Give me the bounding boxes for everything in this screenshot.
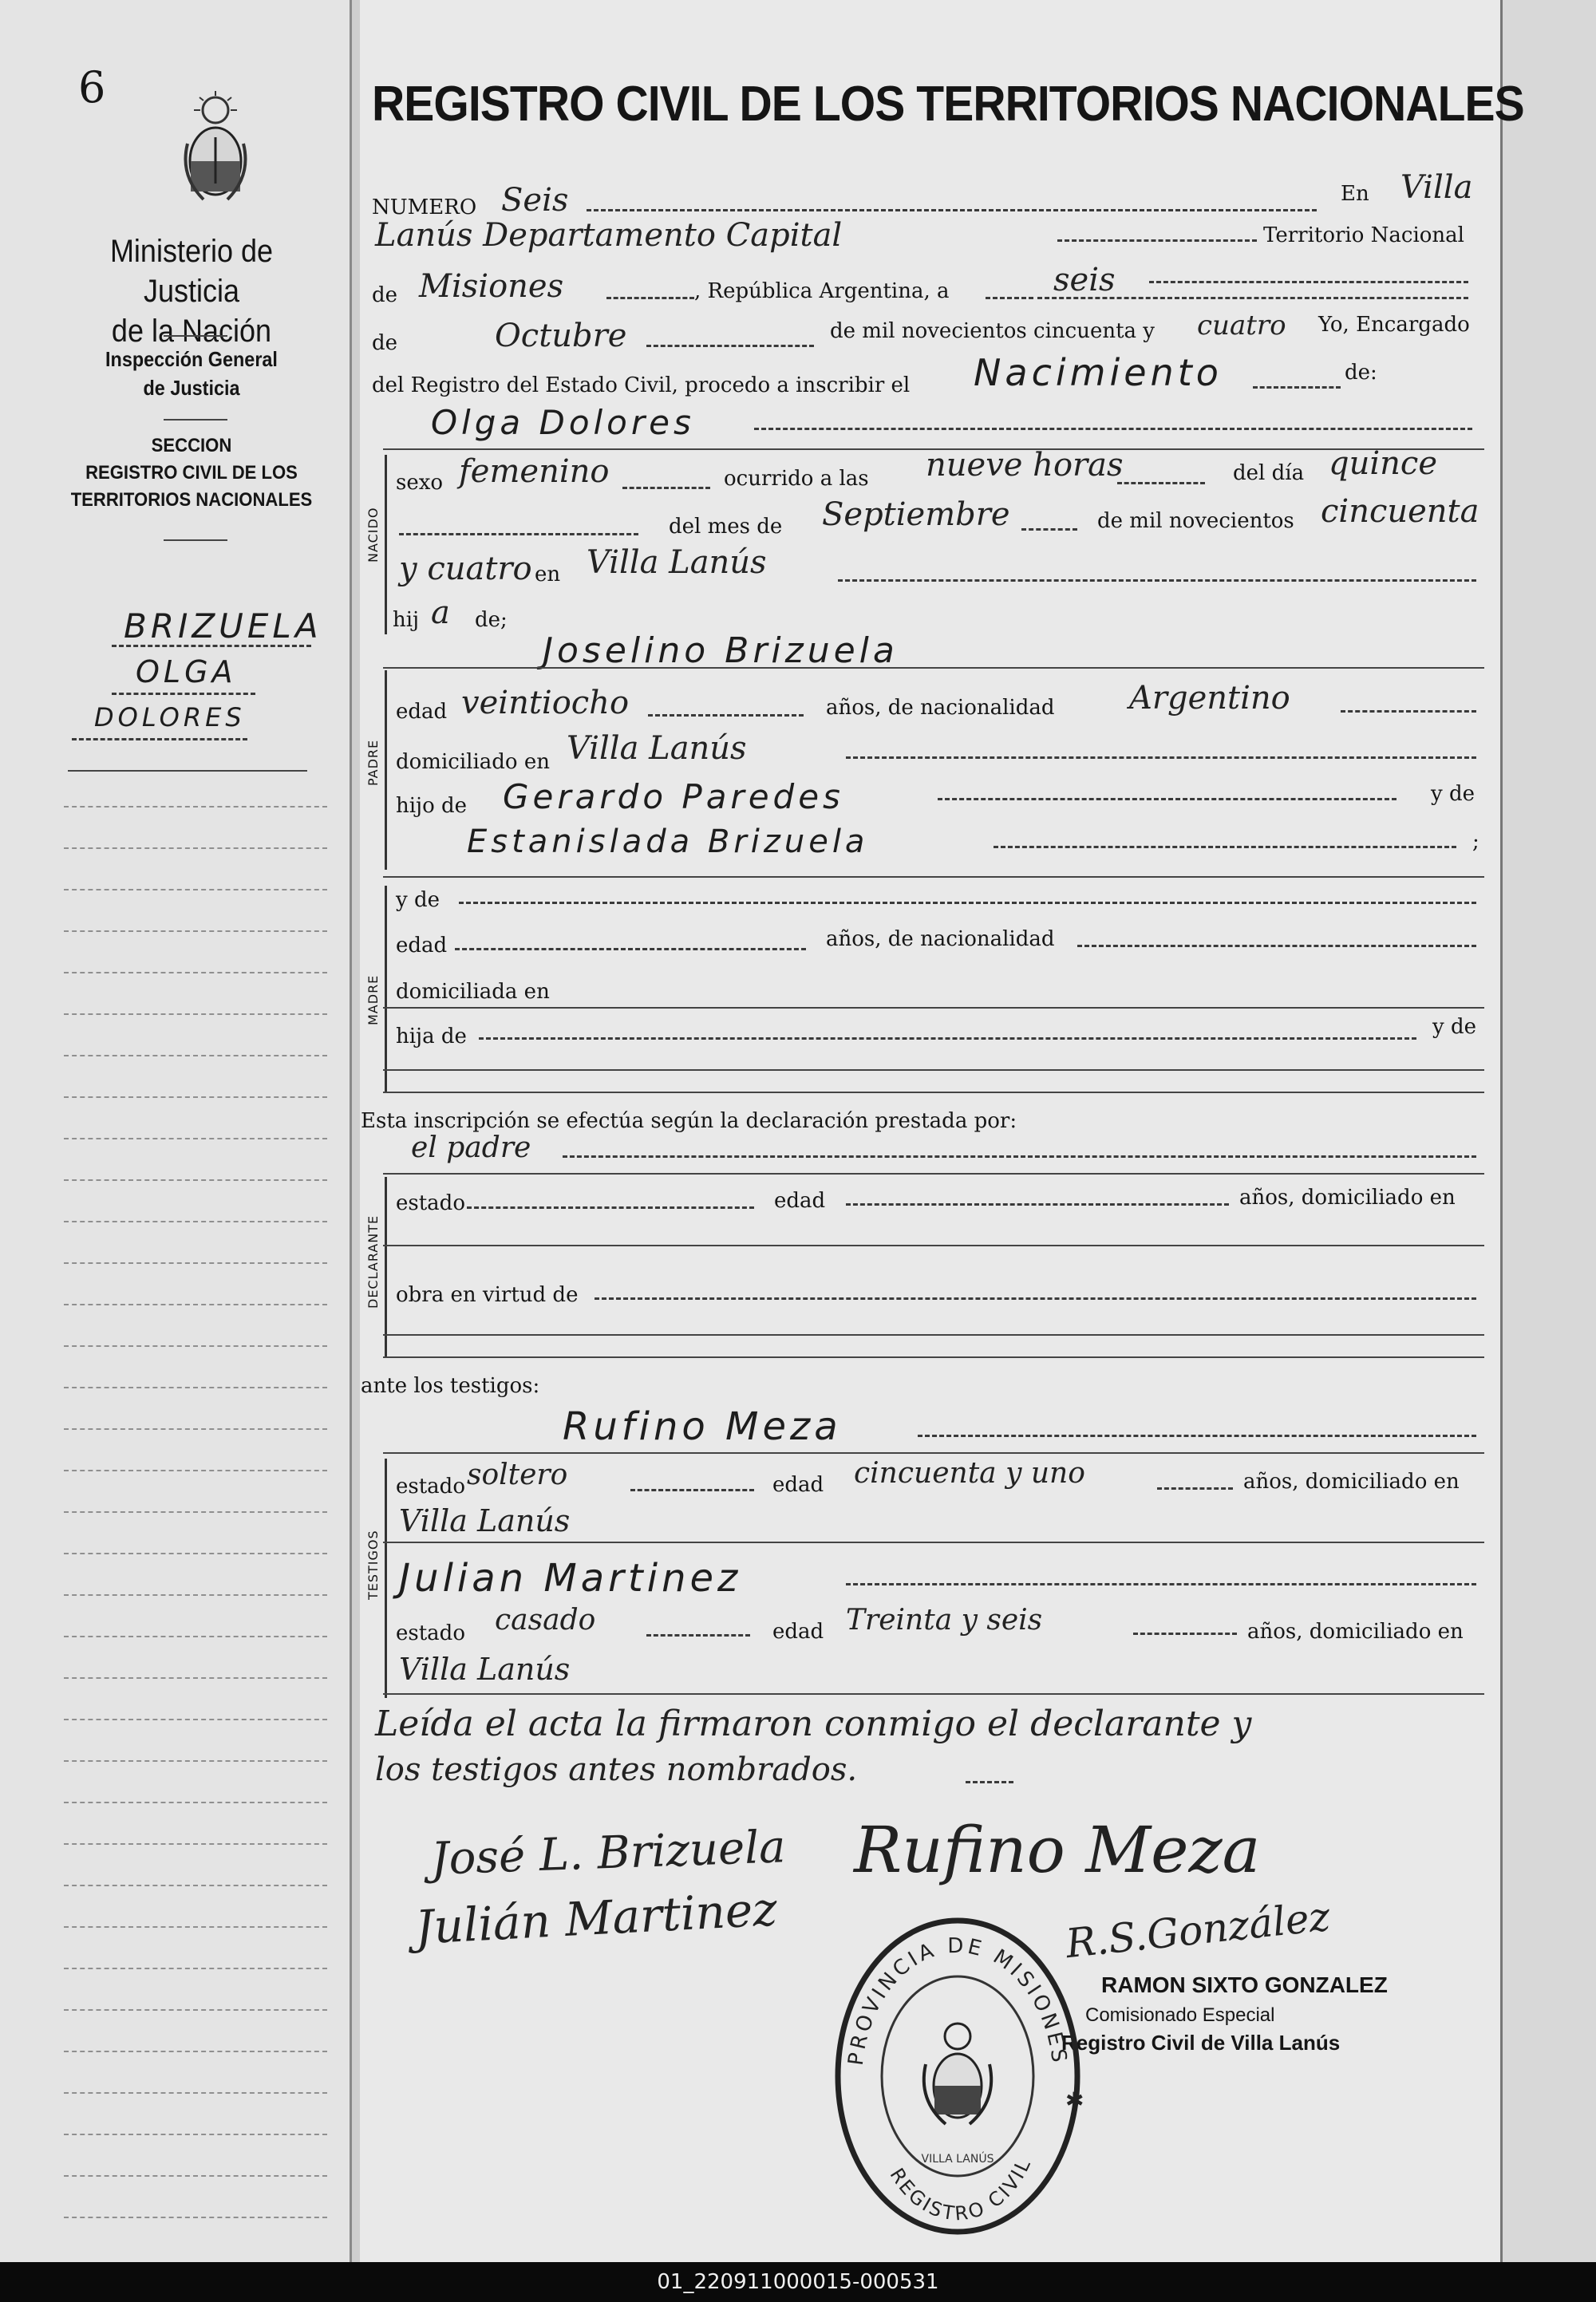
fill-line — [994, 846, 1456, 848]
stub-rule — [64, 1968, 327, 1969]
fill-line — [1149, 281, 1468, 283]
dia-value: quince — [1329, 445, 1437, 482]
t1-edad-value: cincuenta y uno — [854, 1457, 1085, 1490]
stub-given-name: OLGA — [136, 654, 237, 689]
stub-rule — [64, 1926, 327, 1928]
mes-value: Septiembre — [822, 496, 1010, 533]
stub-name-line — [72, 738, 247, 740]
anios-domicilio-label: años, domiciliado en — [1239, 1186, 1456, 1210]
form-title: REGISTRO CIVIL DE LOS TERRITORIOS NACIONALES — [372, 77, 1524, 132]
dia-label: del día — [1233, 461, 1305, 485]
national-coat-of-arms-icon — [172, 88, 259, 207]
declarante-section-label: DECLARANTE — [365, 1214, 381, 1309]
binding-edge — [350, 0, 360, 2262]
fill-line — [1253, 386, 1341, 389]
hijo-label: hij — [393, 608, 420, 632]
stub-rule — [64, 1885, 327, 1886]
locality-value: Lanús Departamento Capital — [375, 217, 843, 254]
stub-surname: BRIZUELA — [124, 606, 322, 646]
t2-estado-label: estado — [396, 1621, 465, 1645]
stub-rule — [64, 1013, 327, 1015]
estado-label: estado — [396, 1191, 465, 1215]
section-bracket — [385, 670, 387, 870]
declaracion-intro-label: Esta inscripción se efectúa según la declaración prestada por: — [361, 1109, 1017, 1133]
seal-top-text: PROVINCIA DE MISIONES — [843, 1933, 1072, 2067]
divider — [164, 539, 227, 541]
fill-line — [467, 1206, 754, 1209]
stub-rule — [64, 1345, 327, 1347]
fill-line — [1133, 1633, 1237, 1635]
fill-line — [1057, 239, 1257, 242]
t1-edad-label: edad — [772, 1473, 824, 1497]
stub-rule — [64, 1138, 327, 1139]
image-footer-id: 01_220911000015-000531 — [0, 2262, 1596, 2302]
section-line-3: TERRITORIOS NACIONALES — [70, 489, 313, 511]
fill-line — [606, 297, 694, 299]
sexo-label: sexo — [396, 471, 444, 495]
fill-line — [459, 902, 1476, 904]
official-office: Registro Civil de Villa Lanús — [1061, 2031, 1341, 2055]
fill-line — [587, 209, 1317, 211]
day-value: seis — [1053, 262, 1116, 298]
section-rule — [383, 667, 1484, 669]
territory-value: Misiones — [419, 268, 564, 305]
lugar-value: Villa Lanús — [587, 544, 767, 581]
fill-line — [938, 798, 1396, 800]
section-rule — [383, 1092, 1484, 1093]
hija-de-label: hija de — [396, 1025, 467, 1048]
fill-line — [1021, 528, 1077, 531]
signature-testigo-2: Julián Martinez — [413, 1881, 779, 1955]
mes-label: del mes de — [669, 515, 783, 539]
fill-line — [754, 428, 1472, 430]
seal-star-icon: ✱ — [1065, 2087, 1084, 2114]
registro-label: del Registro del Estado Civil, procedo a inscribir el — [372, 373, 911, 397]
seal-inner-text: VILLA LANÚS — [921, 2153, 994, 2166]
edad-label: edad — [774, 1189, 826, 1213]
fill-line — [838, 579, 1476, 582]
en-label: en — [535, 563, 561, 586]
en-value: Villa — [1400, 169, 1473, 206]
act-type-value: Nacimiento — [974, 351, 1223, 394]
t2-anios-label: años, domiciliado en — [1247, 1620, 1464, 1644]
stub-rule — [64, 1802, 327, 1803]
fill-line — [1117, 482, 1205, 484]
fill-line — [1037, 297, 1468, 299]
section-line-2: REGISTRO CIVIL DE LOS — [85, 462, 298, 484]
signature-declarante: José L. Brizuela — [430, 1821, 787, 1885]
fill-line — [622, 487, 710, 489]
fill-line — [986, 297, 1033, 299]
stub-rule — [64, 2009, 327, 2011]
stub-rule — [64, 847, 327, 849]
divider — [164, 419, 227, 421]
domicilio-label: domiciliado en — [396, 750, 550, 774]
domicilio-label: domiciliada en — [396, 980, 550, 1004]
stub-rule — [64, 1553, 327, 1554]
year-label: de mil novecientos cincuenta y — [830, 319, 1155, 343]
fill-line — [918, 1435, 1476, 1437]
section-bracket — [385, 886, 387, 1093]
fill-line — [479, 1037, 1416, 1040]
declarante-value: el padre — [411, 1131, 531, 1164]
hora-value: nueve horas — [926, 447, 1124, 484]
testigos-section-label: TESTIGOS — [365, 1530, 381, 1600]
fill-line — [595, 1297, 1476, 1300]
section-bracket — [385, 1177, 387, 1356]
stub-rule — [64, 2092, 327, 2094]
t1-domicilio-value: Villa Lanús — [399, 1503, 571, 1538]
stub-rule — [64, 1594, 327, 1596]
en-label: En — [1341, 182, 1369, 206]
anio-label: de mil novecientos — [1097, 509, 1294, 533]
official-name: RAMON SIXTO GONZALEZ — [1101, 1972, 1388, 1997]
t1-estado-value: soltero — [467, 1459, 568, 1491]
stub-rule — [64, 889, 327, 890]
fill-line — [646, 345, 814, 347]
semicolon: ; — [1472, 830, 1479, 854]
t2-domicilio-value: Villa Lanús — [399, 1652, 571, 1687]
stub-name-line — [112, 645, 311, 647]
section-bracket — [385, 1459, 387, 1698]
madre-section-label: MADRE — [365, 974, 381, 1025]
fill-line — [563, 1155, 1476, 1158]
section-rule — [383, 1452, 1484, 1454]
fill-line — [648, 714, 804, 717]
fill-line — [1077, 945, 1476, 947]
official-title: Comisionado Especial — [1085, 2004, 1275, 2026]
republica-label: , República Argentina, a — [694, 279, 950, 303]
inspection-line-2: de Justicia — [143, 376, 240, 400]
stub-middle-name: DOLORES — [94, 702, 246, 732]
stub-rule — [64, 1760, 327, 1762]
stub-rule — [64, 1428, 327, 1430]
stub-underline — [68, 770, 307, 772]
y-de-label: y de — [1432, 1015, 1476, 1039]
stub-rule — [64, 1055, 327, 1056]
stub-name-line — [112, 693, 255, 695]
person-name-value: Olga Dolores — [431, 403, 695, 442]
stub-rule — [64, 1221, 327, 1222]
page-number: 6 — [78, 62, 106, 113]
stub-rule — [64, 1096, 327, 1098]
stub-rule — [64, 2051, 327, 2052]
edad-label: edad — [396, 700, 448, 724]
section-rule — [383, 1356, 1484, 1358]
domicilio-value: Villa Lanús — [567, 730, 747, 767]
month-value: Octubre — [495, 318, 627, 354]
stub-rule — [64, 930, 327, 932]
edad-label: edad — [396, 934, 448, 958]
signature-official: R.S.González — [1063, 1893, 1333, 1968]
fill-line — [383, 1542, 1484, 1543]
stub-rule — [64, 2175, 327, 2177]
hijo-de-label: de; — [475, 608, 508, 632]
anios-nacionalidad-label: años, de nacionalidad — [826, 696, 1055, 720]
page-right-edge — [1500, 0, 1596, 2262]
stub-rule — [64, 1179, 327, 1181]
ministry-line-1: Ministerio de Justicia — [109, 234, 274, 309]
t2-edad-label: edad — [772, 1620, 824, 1644]
stub-rule — [64, 1387, 327, 1388]
fill-line — [455, 948, 806, 950]
stub-column — [0, 0, 351, 2262]
stub-rule — [64, 1470, 327, 1471]
fill-line — [846, 756, 1476, 759]
signature-testigo-1: Rufino Meza — [854, 1813, 1261, 1887]
fill-line — [383, 1245, 1484, 1246]
stub-rule — [64, 806, 327, 807]
sexo-value: femenino — [459, 453, 610, 490]
fill-line — [383, 1693, 1484, 1695]
fill-line — [846, 1203, 1229, 1206]
fill-line — [383, 1007, 1484, 1009]
numero-label: NUMERO — [372, 195, 477, 219]
official-seal — [826, 1909, 1089, 2244]
inspection-line-1: Inspección General — [105, 347, 278, 371]
stub-rule — [64, 1304, 327, 1305]
section-rule — [383, 876, 1484, 878]
y-de-label: y de — [396, 888, 440, 912]
y-de-label: y de — [1431, 782, 1475, 806]
t2-edad-value: Treinta y seis — [846, 1604, 1043, 1637]
stub-rule — [64, 1843, 327, 1845]
section-line-1: SECCION — [151, 435, 232, 456]
closing-line-2: los testigos antes nombrados. — [375, 1751, 858, 1788]
hijo-value: a — [431, 594, 450, 631]
nacido-section-label: NACIDO — [365, 507, 381, 563]
testigo-1-name: Rufino Meza — [563, 1404, 842, 1449]
madre-de-value: Estanislada Brizuela — [467, 823, 869, 860]
t1-anios-label: años, domiciliado en — [1243, 1470, 1460, 1494]
fill-line — [383, 1334, 1484, 1336]
stub-rule — [64, 2217, 327, 2218]
section-rule — [383, 1173, 1484, 1175]
edad-value: veintiocho — [461, 685, 630, 721]
padre-nombre-value: Joselino Brizuela — [543, 630, 899, 671]
obra-label: obra en virtud de — [396, 1283, 579, 1307]
fill-line — [966, 1781, 1013, 1783]
fill-line — [630, 1489, 754, 1491]
de-label: de — [372, 283, 398, 307]
divider — [164, 335, 227, 337]
nacionalidad-value: Argentino — [1129, 680, 1290, 717]
hijo-de-label: hijo de — [396, 794, 468, 818]
t1-estado-label: estado — [396, 1475, 465, 1498]
fill-line — [1157, 1487, 1233, 1490]
de2-label: de — [372, 331, 398, 355]
seal-coat-of-arms-icon — [924, 2024, 991, 2124]
padre-section-label: PADRE — [365, 739, 381, 786]
encargado-label: Yo, Encargado — [1318, 313, 1470, 337]
stub-rule — [64, 1511, 327, 1513]
t2-estado-value: casado — [495, 1604, 596, 1637]
stub-rule — [64, 1262, 327, 1264]
anio-value-2: y cuatro — [399, 551, 532, 587]
ocurrido-label: ocurrido a las — [724, 467, 869, 491]
fill-line — [646, 1634, 750, 1637]
stub-rule — [64, 1719, 327, 1720]
testigos-intro-label: ante los testigos: — [361, 1374, 540, 1398]
ministry-line-2: de la Nación — [111, 314, 272, 349]
numero-value: Seis — [501, 182, 569, 219]
testigo-2-name: Julian Martinez — [399, 1556, 742, 1601]
territorio-label: Territorio Nacional — [1263, 223, 1464, 247]
stub-rule — [64, 1636, 327, 1637]
padre-de-value: Gerardo Paredes — [503, 777, 844, 816]
seal-bottom-text: REGISTRO CIVIL — [885, 2154, 1037, 2225]
anio-value: cincuenta — [1321, 493, 1479, 530]
fill-line — [846, 1583, 1476, 1585]
section-bracket — [385, 455, 387, 634]
stub-rule — [64, 2134, 327, 2135]
stub-rule — [64, 1677, 327, 1679]
fill-line — [399, 533, 638, 535]
de3-label: de: — [1345, 361, 1377, 385]
fill-line — [1341, 710, 1476, 713]
anios-nacionalidad-label: años, de nacionalidad — [826, 927, 1055, 951]
stub-rule — [64, 972, 327, 973]
fill-line — [383, 1069, 1484, 1071]
closing-line-1: Leída el acta la firmaron conmigo el declarante y — [375, 1704, 1252, 1744]
year-value: cuatro — [1197, 310, 1286, 342]
